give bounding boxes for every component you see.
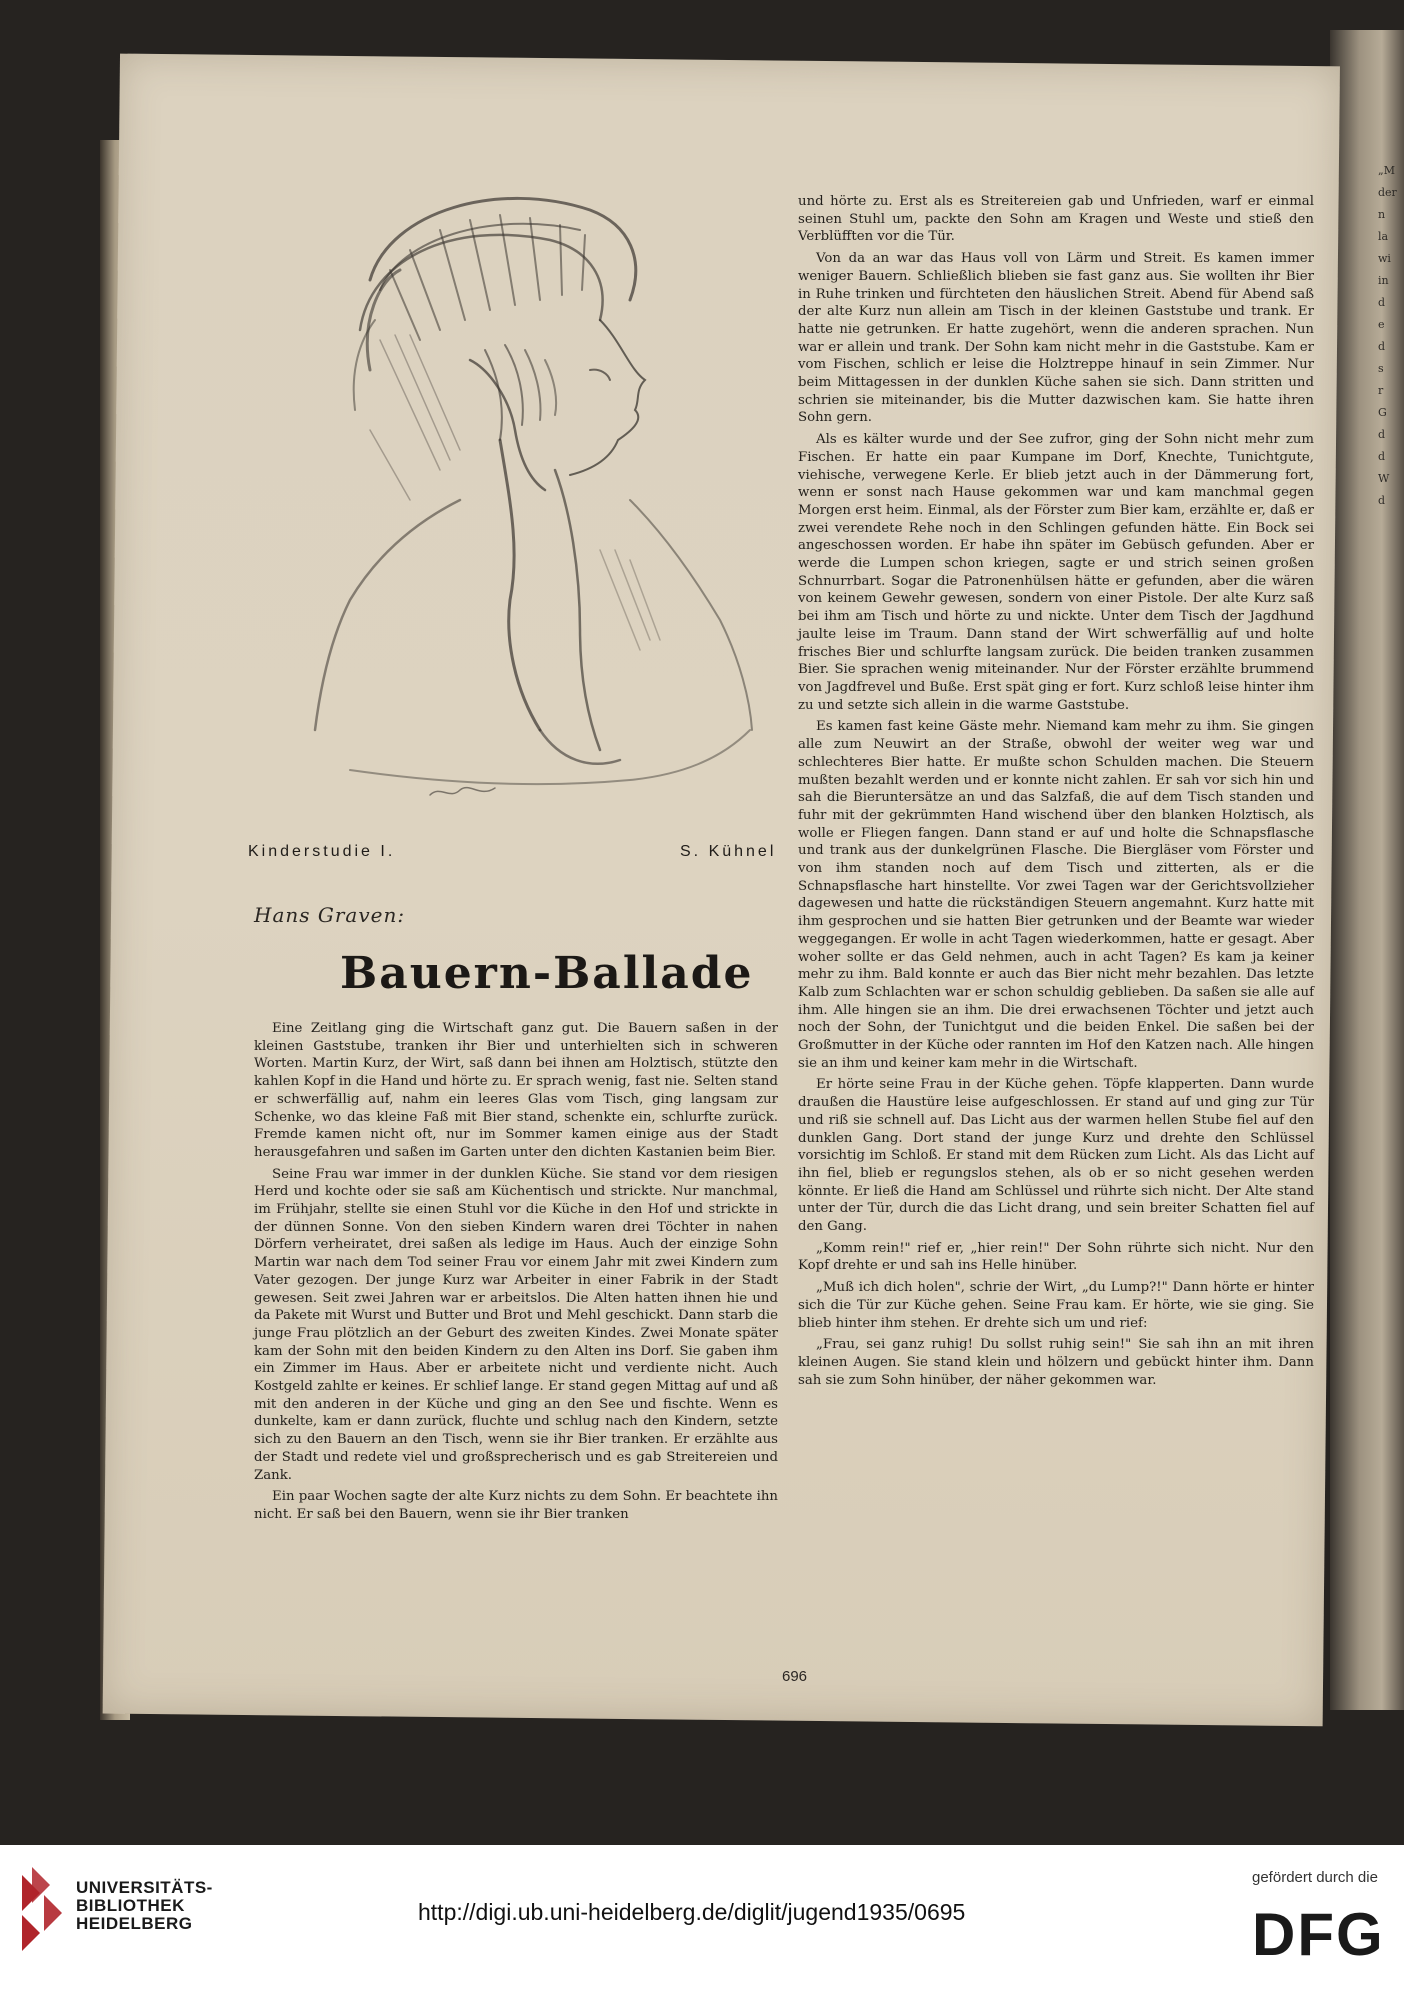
paragraph: Von da an war das Haus voll von Lärm und Streit. Es kamen immer weniger Bauern. Schließlich blieben sie fast ganz aus. Sie wollten ihr Bier in Ruhe trinken und fürchteten den häuslichen Streit. Abend für Abend saß der alte Kurz nun allein am Tisch in der kleinen Gaststube und trank. Er hatte nie getrunken. Er hatte zugehört, wenn die anderen sprachen. Nun war er allein und trank. Der Sohn kam nicht mehr in die Gaststube. Kam er vom Fischen, schlich er leise die Holztreppe hinauf in sein Zimmer. Nur beim Mittagessen in der dunklen Küche sahen sie sich. Dann stritten und schrien sie miteinander, bis die Mutter dazwischen kam. Sie hatte ihren Sohn gern.	[798, 251, 1314, 426]
university-library-logo-icon	[18, 1865, 66, 1951]
illustration-artist: S. Kühnel	[680, 843, 777, 860]
source-url-link[interactable]: http://digi.ub.uni-heidelberg.de/diglit/jugend1935/0695	[418, 1899, 966, 1925]
paragraph: Eine Zeitlang ging die Wirtschaft ganz gut. Die Bauern saßen in der kleinen Gaststube, tranken ihr Bier und unterhielten sich in schweren Worten. Martin Kurz, der Wirt, saß dann bei ihnen am Holztisch, stützte den kahlen Kopf in die Hand und hörte zu. Er sprach wenig, fast nie. Selten stand er schwerfällig auf, nahm ein leeres Glas vom Tisch, ging langsam zur Schenke, wo das kleine Faß mit Bier stand, schenkte ein, schlurfte zurück. Fremde kamen nicht oft, nur im Sommer kamen einige aus der Stadt herausgefahren und saßen im Garten unter den dichten Kastanien beim Bier.	[254, 1021, 778, 1160]
library-name-line: BIBLIOTHEK	[76, 1896, 185, 1915]
next-page-fragment: „M der n la wi in d e d s r G d d W d	[1378, 164, 1397, 507]
paragraph: Als es kälter wurde und der See zufror, ging der Sohn nicht mehr zum Fischen. Er hatte ein paar Kumpane im Dorf, Knechte, Tunichtgute, viehische, verwegene Kerle. Er blieb jetzt auch in der Dämmerung fort, wenn er sonst nach Hause gekommen war und kam manchmal gegen Morgen erst heim. Einmal, als der Förster zum Bier kam, erzählte er, daß er zwei verendete Rehe noch in den Schlingen gefunden hätte. Ein Bock sei angeschossen worden. Er habe ihn später im Gebüsch gefunden. Aber er werde die Lumpen schon kriegen, sagte er und strich seinen großen Schnurrbart. Sogar die Patronenhülsen hätte er gefunden, aber die wären von keinem Gewehr gewesen, sondern von einer Pistole. Der alte Kurz saß bei ihm am Tisch und hörte zu und nickte. Unter dem Tisch der Jagdhund jaulte leise im Traum. Dann stand der Wirt schwerfällig auf und holte frisches Bier und schlurfte langsam zurück. Die beiden tranken zusammen Bier. Sie sprachen wenig miteinander. Nur der Förster erzählte brummend von Jagdfrevel und Buße. Erst spät ging er fort. Kurz schloß leise hinter ihm zu und setzte sich allein in die warme Gaststube.	[798, 432, 1314, 713]
library-name-line: UNIVERSITÄTS-	[76, 1878, 213, 1897]
child-sketch-illustration	[300, 170, 780, 830]
illustration-caption: Kinderstudie I.	[248, 843, 396, 860]
paragraph: Seine Frau war immer in der dunklen Küche. Sie stand vor dem riesigen Herd und kochte oder sie saß am Küchentisch und strickte. Nur manchmal, im Frühjahr, stellte sie einen Stuhl vor die Küche in den Hof und strickte in der dünnen Sonne. Von den sieben Kindern waren drei Töchter in nahen Dörfern verheiratet, drei saßen als ledige im Haus. Auch der einzige Sohn Martin war nach dem Tod seiner Frau vor einem Jahr mit zwei Kindern zum Vater gezogen. Der junge Kurz war Arbeiter in einer Fabrik in der Stadt gewesen. Seit zwei Jahren war er arbeitslos. Die Alten hatten ihnen hie und da Pakete mit Wurst und Butter und Brot und Mehl geschickt. Dann starb die junge Frau plötzlich an der Geburt des zweiten Kindes. Zwei Monate später kam der Sohn mit den beiden Kindern zu den Alten ins Dorf. Sie gaben ihm ein Zimmer im Haus. Aber er arbeitete nicht und verdiente nicht. Auch Kostgeld zahlte er keines. Er schlief lange. Er stand gegen Mittag auf und aß mit den anderen in der Küche und ging an den See und fischte. Wenn es dunkelte, kam er dann zurück, fluchte und schlug nach den Kindern, setzte sich zu den Bauern an den Tisch, wenn sie ihr Bier tranken. Er erzählte aus der Stadt und redete viel und großsprecherisch und es gab Streitereien und Zank.	[254, 1166, 778, 1483]
text-column-left	[254, 1020, 778, 1528]
text-column-right	[798, 193, 1314, 1393]
page-number: 696	[782, 1668, 808, 1685]
article-author: Hans Graven:	[254, 903, 406, 927]
paragraph: und hörte zu. Erst als es Streitereien gab und Unfrieden, warf er einmal seinen Stuhl um, packte den Sohn am Kragen und Weste und stieß den Verblüfften vor die Tür.	[798, 194, 1314, 245]
paragraph: „Frau, sei ganz ruhig! Du sollst ruhig sein!" Sie sah ihn an mit ihren kleinen Augen. Sie stand klein und hölzern und gebückt hinter ihm. Dann sah sie zum Sohn hinüber, der näher gekommen war.	[798, 1337, 1314, 1388]
paragraph: Ein paar Wochen sagte der alte Kurz nichts zu dem Sohn. Er beachtete ihn nicht. Er saß bei den Bauern, wenn sie ihr Bier tranken	[254, 1489, 778, 1522]
dfg-logo-text: DFG	[1252, 1903, 1385, 1961]
footer-bar	[0, 1845, 1404, 1996]
paragraph: Er hörte seine Frau in der Küche gehen. Töpfe klapperten. Dann wurde draußen die Haustüre leise aufgeschlossen. Er stand auf und ging zur Tür und riß sie schnell auf. Das Licht aus der warmen hellen Stube fiel auf den dunklen Gang. Dort stand der junge Kurz und drehte den Schlüssel vorsichtig im Schloß. Er stand mit dem Rücken zum Licht. Als das Licht auf ihn fiel, blieb er regungslos stehen, als ob er so nicht gesehen werden könnte. Er ließ die Hand am Schlüssel und rührte sich nicht. Der Alte stand unter der Tür, durch die das Licht drang, und sein breiter Schatten fiel auf den Gang.	[798, 1077, 1314, 1235]
library-name-line: HEIDELBERG	[76, 1914, 193, 1933]
dfg-logo	[1252, 1903, 1388, 1961]
paragraph: „Muß ich dich holen", schrie der Wirt, „du Lump?!" Dann hörte er hinter sich die Tür zur Küche gehen. Seine Frau kam. Er hörte, wie sie ging. Sie blieb hinter ihm stehen. Er drehte sich um und rief:	[798, 1280, 1314, 1331]
paragraph: „Komm rein!" rief er, „hier rein!" Der Sohn rührte sich nicht. Nur den Kopf drehte er und sah ins Helle hinüber.	[798, 1240, 1314, 1274]
article-title: Bauern-Ballade	[340, 948, 754, 999]
paragraph: Es kamen fast keine Gäste mehr. Niemand kam mehr zu ihm. Sie gingen alle zum Neuwirt an der Straße, obwohl der weiter weg war und schlechteres Bier hatte. Er mußte schon Schulden machen. Die Steuern mußten bezahlt werden und er konnte nicht zahlen. Er sah vor sich hin und sah die Bieruntersätze an und das Salzfaß, die auf dem Tisch standen und fuhr mit der gekrümmten Hand wischend über den blanken Holztisch, als wolle er Fliegen fangen. Dann stand er auf und holte die Schnapsflasche und trank aus der dunkelgrünen Flasche. Die Biergläser vom Förster und von ihm standen noch auf dem Tisch und zitterten, als er die Schnapsflasche hart hinstellte. Vor zwei Tagen war der Gerichtsvollzieher dagewesen und hatte die rückständigen Steuern angemahnt. Kurz hatte mit ihm gesprochen und sie hatten Bier getrunken und der Beamte war wieder weggegangen. Er wolle in acht Tagen wiederkommen, hatte er gesagt. Aber woher sollte er das Geld nehmen, auch in acht Tagen? Es kam ja keiner mehr zu ihm. Bald konnte er auch das Bier nicht mehr bezahlen. Das letzte Kalb zum Schlachten war er schon schuldig geblieben. Da saßen sie alle auf ihm. Alle hingen sie an ihm. Die drei erwachsenen Töchter und jetzt auch noch der Sohn, der Tunichtgut und die beiden Enkel. Die saßen bei der Großmutter in der Küche oder rannten im Hof den Katzen nach. Alle hingen sie an ihm und keiner kam mehr in die Wirtschaft.	[798, 719, 1314, 1071]
sponsor-label: gefördert durch die	[1252, 1869, 1378, 1886]
library-name	[76, 1879, 213, 1933]
